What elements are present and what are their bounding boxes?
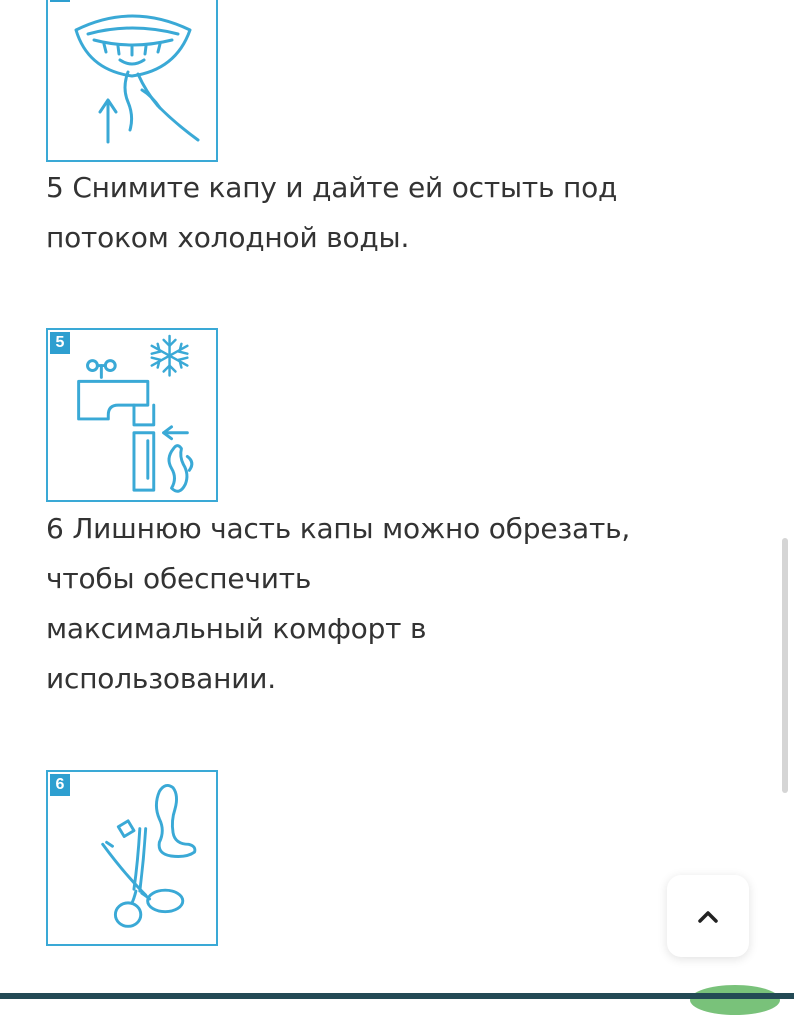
text-line: 6 Лишнюю часть капы можно обрезать, [46,512,631,545]
chevron-up-icon [694,903,722,929]
step-6-text [46,504,726,704]
step-badge: 5 [50,332,70,354]
text-line: чтобы обеспечить [46,562,312,595]
text-line: использовании. [46,662,276,695]
step-6-illustration [46,770,218,946]
scroll-to-top-button[interactable] [667,875,749,957]
step-4-illustration [46,0,218,162]
step-5-text [46,163,726,263]
step-badge: 6 [50,774,70,796]
step-badge [50,0,70,2]
mouth-guard-fitting-icon [48,0,216,160]
scrollbar[interactable] [782,538,788,793]
snowflake-icon [152,336,188,376]
step-5-illustration [46,328,218,502]
text-line: 5 Снимите капу и дайте ей остыть под [46,171,618,204]
scissors-trim-icon [48,772,216,940]
footer-bar [0,993,794,999]
cold-water-faucet-icon [48,330,216,498]
text-line: максимальный комфорт в [46,612,427,645]
text-line: потоком холодной воды. [46,221,410,254]
chat-widget-button[interactable] [690,985,780,1015]
